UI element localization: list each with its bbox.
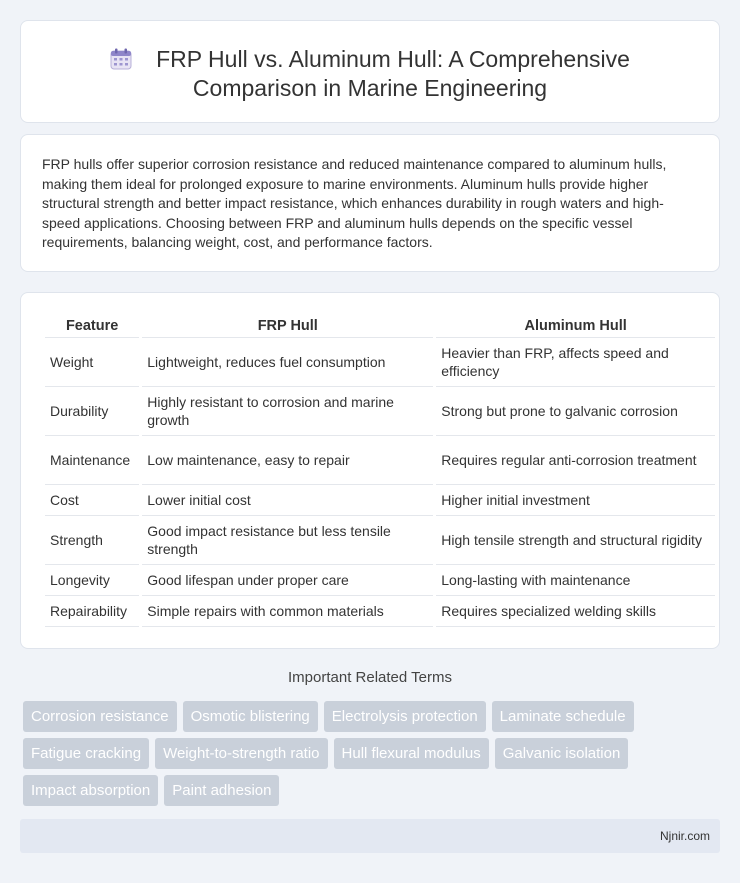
tag-fatigue-cracking[interactable]: Fatigue cracking [23,738,149,769]
aluminum-cell: Heavier than FRP, affects speed and efficiency [436,338,715,387]
related-terms-tags [23,701,713,812]
tag-corrosion-resistance[interactable]: Corrosion resistance [23,701,177,732]
aluminum-cell: Requires regular anti-corrosion treatment [436,436,715,485]
summary-text: FRP hulls offer superior corrosion resistance and reduced maintenance compared to aluminum hulls, making them ideal for prolonged exposure to marine environments. Aluminum hulls provide higher structural strength and better impact resistance, which enhances durability in rough waters and high-speed applications. Choosing between FRP and aluminum hulls depends on the specific vessel requirements, balancing weight, cost, and performance factors. [42,156,667,250]
table-row [45,485,715,516]
footer [20,819,720,853]
feature-cell: Strength [45,516,139,565]
frp-cell: Simple repairs with common materials [142,596,433,627]
tag-osmotic-blistering[interactable]: Osmotic blistering [183,701,318,732]
feature-cell: Weight [45,338,139,387]
comparison-table [42,315,718,627]
tag-row [23,701,713,732]
feature-cell: Repairability [45,596,139,627]
table-header-row [45,315,715,338]
feature-cell: Cost [45,485,139,516]
table-row [45,387,715,436]
tag-paint-adhesion[interactable]: Paint adhesion [164,775,279,806]
frp-cell: Lower initial cost [142,485,433,516]
aluminum-cell: Strong but prone to galvanic corrosion [436,387,715,436]
tag-galvanic-isolation[interactable]: Galvanic isolation [495,738,629,769]
tag-electrolysis-protection[interactable]: Electrolysis protection [324,701,486,732]
footer-site-link[interactable]: Njnir.com [659,829,710,843]
table-row [45,596,715,627]
aluminum-cell: High tensile strength and structural rigidity [436,516,715,565]
table-row [45,338,715,387]
table-row [45,565,715,596]
tag-row [23,775,713,806]
frp-cell: Lightweight, reduces fuel consumption [142,338,433,387]
frp-cell: Good lifespan under proper care [142,565,433,596]
related-terms-title: Important Related Terms [288,669,452,686]
aluminum-cell: Higher initial investment [436,485,715,516]
comparison-table-card [20,292,720,649]
tag-weight-to-strength-ratio[interactable]: Weight-to-strength ratio [155,738,327,769]
feature-cell: Durability [45,387,139,436]
tag-row [23,738,713,769]
title-line-1: FRP Hull vs. Aluminum Hull: A Comprehensive [156,46,630,72]
frp-cell: Low maintenance, easy to repair [142,436,433,485]
calendar-icon [110,48,132,70]
header-feature: Feature [45,315,139,338]
title-line-2: Comparison in Marine Engineering [192,75,548,101]
header-frp-hull: FRP Hull [142,315,433,338]
header-aluminum-hull: Aluminum Hull [436,315,715,338]
page-title [21,45,719,103]
table-row [45,436,715,485]
summary-card [20,134,720,272]
header-card [20,20,720,123]
frp-cell: Good impact resistance but less tensile strength [142,516,433,565]
table-row [45,516,715,565]
feature-cell: Longevity [45,565,139,596]
tag-hull-flexural-modulus[interactable]: Hull flexural modulus [334,738,489,769]
feature-cell: Maintenance [45,436,139,485]
frp-cell: Highly resistant to corrosion and marine growth [142,387,433,436]
aluminum-cell: Requires specialized welding skills [436,596,715,627]
tag-impact-absorption[interactable]: Impact absorption [23,775,158,806]
aluminum-cell: Long-lasting with maintenance [436,565,715,596]
tag-laminate-schedule[interactable]: Laminate schedule [492,701,634,732]
